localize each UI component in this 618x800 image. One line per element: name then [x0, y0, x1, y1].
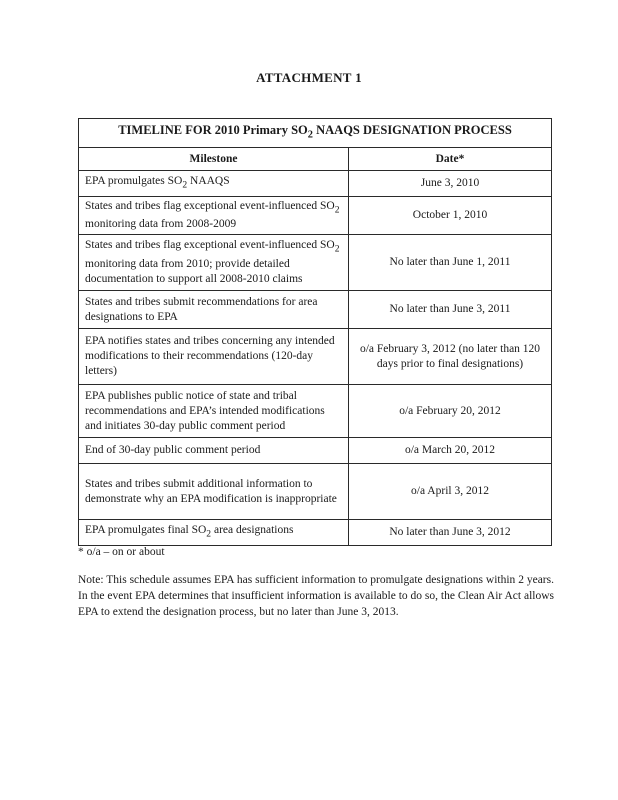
date-cell: June 3, 2010	[349, 171, 552, 197]
date-cell: No later than June 3, 2012	[349, 520, 552, 546]
table-row	[79, 291, 552, 329]
attachment-title: ATTACHMENT 1	[256, 70, 362, 85]
milestone-cell: EPA promulgates $SO_2$ NAAQS	[79, 171, 349, 197]
milestone-cell: EPA promulgates final $SO_2$ area designations	[79, 520, 349, 546]
date-cell: o/a February 20, 2012	[349, 385, 552, 438]
table-title-row	[79, 119, 552, 148]
milestone-cell: States and tribes submit additional information to demonstrate why an EPA modification is inappropriate	[79, 464, 349, 520]
table-row	[79, 520, 552, 546]
date-cell: o/a February 3, 2012 (no later than 120 days prior to final designations)	[349, 329, 552, 385]
date-cell: o/a April 3, 2012	[349, 464, 552, 520]
timeline-table	[78, 118, 552, 546]
column-header-date: Date*	[349, 148, 552, 171]
milestone-cell: EPA notifies states and tribes concerning any intended modifications to their recommendations (120-day letters)	[79, 329, 349, 385]
column-header-milestone: Milestone	[79, 148, 349, 171]
date-cell: October 1, 2010	[349, 197, 552, 235]
table-row	[79, 438, 552, 464]
table-row	[79, 235, 552, 291]
milestone-cell: End of 30-day public comment period	[79, 438, 349, 464]
table-title: TIMELINE FOR 2010 Primary $SO_2$ NAAQS DESIGNATION PROCESS	[79, 119, 552, 148]
date-cell: o/a March 20, 2012	[349, 438, 552, 464]
milestone-cell: States and tribes flag exceptional event-influenced $SO_2$ monitoring data from 2008-2009	[79, 197, 349, 235]
table-row	[79, 171, 552, 197]
schedule-note: Note: This schedule assumes EPA has sufficient information to promulgate designations within 2 years. In the event EPA determines that insufficient information is available to do so, the Clean Air Act allows EPA to extend the designation process, but no later than June 3, 2013.	[78, 574, 554, 618]
milestone-cell: EPA publishes public notice of state and tribal recommendations and EPA’s intended modifications and initiates 30-day public comment period	[79, 385, 349, 438]
milestone-cell: States and tribes submit recommendations for area designations to EPA	[79, 291, 349, 329]
table-row	[79, 197, 552, 235]
table-row	[79, 464, 552, 520]
milestone-cell: States and tribes flag exceptional event-influenced $SO_2$ monitoring data from 2010; provide detailed documentation to support all 2008-2010 claims	[79, 235, 349, 291]
table-row	[79, 329, 552, 385]
table-header-row	[79, 148, 552, 171]
table-row	[79, 385, 552, 438]
date-cell: No later than June 1, 2011	[349, 235, 552, 291]
footnote: * o/a – on or about	[78, 546, 165, 558]
date-cell: No later than June 3, 2011	[349, 291, 552, 329]
